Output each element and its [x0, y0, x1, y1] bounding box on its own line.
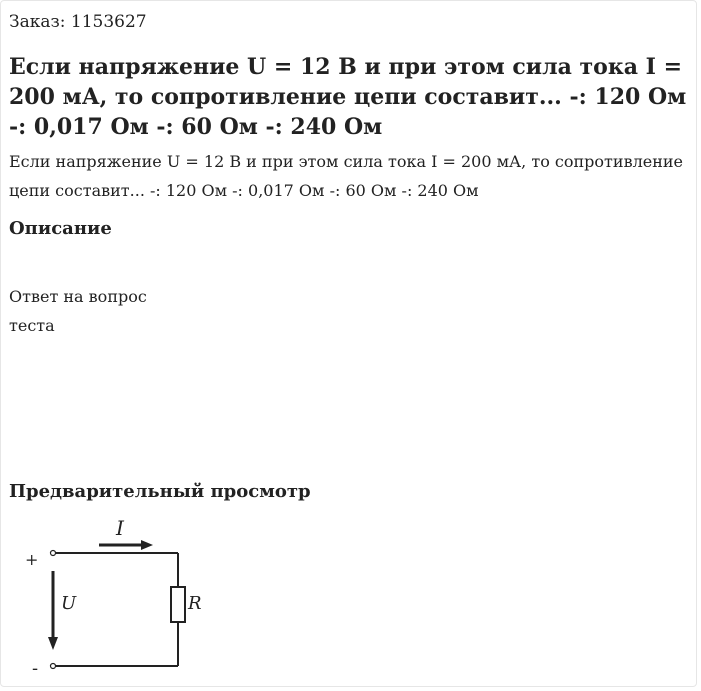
- description-text: Ответ на вопрос теста: [9, 287, 147, 335]
- current-label: I: [116, 516, 124, 540]
- page-title: Если напряжение U = 12 В и при этом сила тока I = 200 мА, то сопротивление цепи составит... -: 120 Ом -: 0,017 Ом -: 60 Ом -: 240 Ом: [9, 54, 687, 140]
- question-text: Если напряжение U = 12 В и при этом сила тока I = 200 мА, то сопротивление цепи составит... -: 120 Ом -: 0,017 Ом -: 60 Ом -: 240 Ом: [9, 152, 683, 200]
- description-heading: Описание: [9, 218, 112, 239]
- circuit-diagram: [1, 511, 261, 681]
- terminal-plus: [51, 551, 56, 556]
- resistor-label: R: [188, 593, 202, 614]
- terminal-minus: [51, 664, 56, 669]
- order-number: Заказ: 1153627: [9, 12, 147, 32]
- resistor: [171, 587, 185, 622]
- plus-label: +: [25, 550, 39, 569]
- voltage-arrowhead: [48, 637, 58, 650]
- current-arrowhead: [141, 540, 153, 550]
- preview-heading: Предварительный просмотр: [9, 481, 311, 502]
- minus-label: -: [32, 658, 39, 679]
- voltage-label: U: [61, 593, 77, 614]
